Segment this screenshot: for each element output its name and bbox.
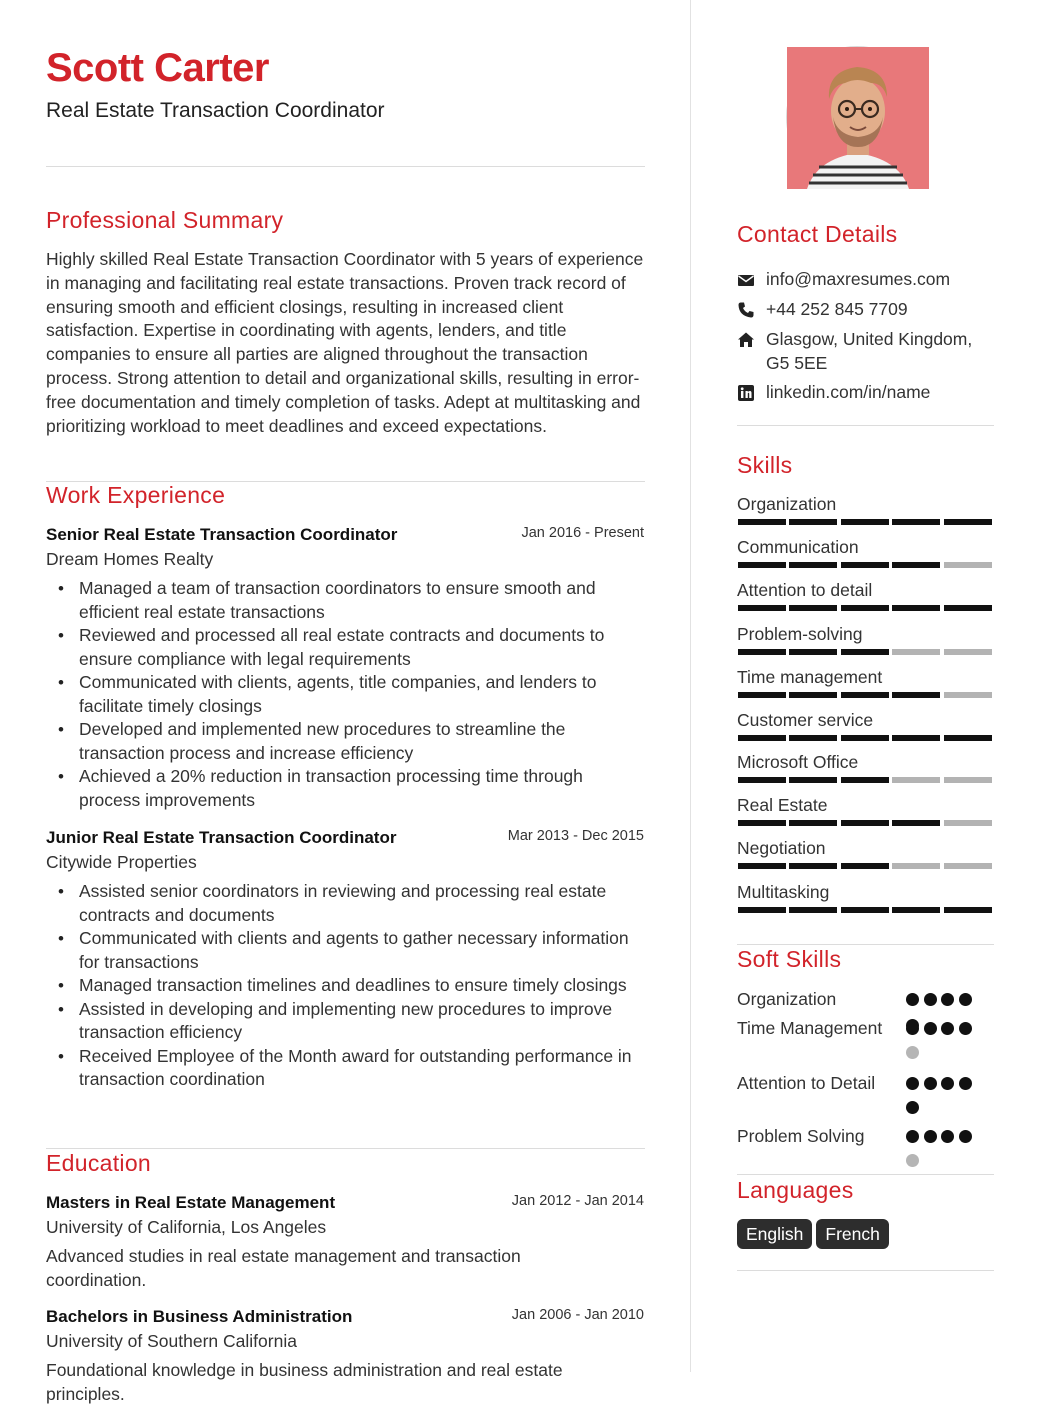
skill-rating-segment <box>789 605 837 611</box>
job-date: Jan 2016 - Present <box>521 525 644 541</box>
skill-rating-segment <box>738 562 786 568</box>
list-item: • Communicated with clients, agents, title companies, and lenders to facilitate timely closings <box>46 671 645 718</box>
header-divider <box>46 166 645 167</box>
skill-name: Customer service <box>737 710 874 730</box>
skill-rating-segment <box>892 820 940 826</box>
rating-dot <box>959 1022 972 1035</box>
job-title: Senior Real Estate Transaction Coordinator <box>46 525 398 544</box>
skill-rating-bar <box>738 820 993 826</box>
skill-name: Multitasking <box>737 882 830 902</box>
skill-row <box>737 537 994 559</box>
soft-skill-rating-dots <box>906 1077 986 1117</box>
soft-skill-name: Organization <box>737 989 837 1009</box>
job-title: Junior Real Estate Transaction Coordinator <box>46 828 397 847</box>
skill-rating-segment <box>892 777 940 783</box>
education-date: Jan 2006 - Jan 2010 <box>511 1307 644 1323</box>
skill-rating-segment <box>841 820 889 826</box>
list-item: • Received Employee of the Month award for outstanding performance in transaction coordination <box>46 1045 645 1092</box>
candidate-title: Real Estate Transaction Coordinator <box>46 99 385 122</box>
soft-skill-row <box>737 1072 994 1096</box>
skill-rating-segment <box>944 519 992 525</box>
skill-rating-bar <box>738 863 993 869</box>
rating-dot <box>906 1101 919 1114</box>
rating-dot <box>924 1077 937 1090</box>
skill-rating-bar <box>738 735 993 741</box>
skill-rating-segment <box>944 692 992 698</box>
education-description: Foundational knowledge in business administration and real estate principles. <box>46 1360 563 1404</box>
linkedin-text[interactable]: linkedin.com/in/name <box>766 382 931 402</box>
skill-rating-segment <box>789 820 837 826</box>
home-icon <box>737 331 755 349</box>
skill-name: Organization <box>737 494 837 514</box>
language-badge: English <box>737 1219 812 1249</box>
list-item: • Assisted senior coordinators in reviewing and processing real estate contracts and documents <box>46 880 645 927</box>
rating-dot <box>941 993 954 1006</box>
email-text: info@maxresumes.com <box>766 269 951 289</box>
job-bullets <box>46 577 645 812</box>
candidate-name: Scott Carter <box>46 46 269 90</box>
skill-rating-segment <box>944 735 992 741</box>
skill-name: Negotiation <box>737 838 826 858</box>
job-bullets <box>46 880 645 1092</box>
job-company: Citywide Properties <box>46 852 197 872</box>
sidebar <box>737 0 994 1372</box>
skill-rating-segment <box>738 863 786 869</box>
skill-rating-segment <box>944 907 992 913</box>
skill-row <box>737 838 994 860</box>
skill-rating-segment <box>892 692 940 698</box>
skill-rating-segment <box>944 649 992 655</box>
skill-rating-segment <box>841 605 889 611</box>
skill-rating-segment <box>738 820 786 826</box>
languages-heading: Languages <box>737 1177 854 1203</box>
degree-title: Bachelors in Business Administration <box>46 1307 353 1326</box>
rating-dot <box>906 993 919 1006</box>
skill-rating-segment <box>841 907 889 913</box>
skill-rating-segment <box>789 562 837 568</box>
skill-rating-segment <box>892 562 940 568</box>
skill-rating-segment <box>738 692 786 698</box>
rating-dot <box>941 1130 954 1143</box>
job-company: Dream Homes Realty <box>46 549 214 569</box>
skill-rating-segment <box>789 649 837 655</box>
skill-rating-segment <box>789 735 837 741</box>
soft-skills-heading: Soft Skills <box>737 946 842 972</box>
skill-name: Problem-solving <box>737 624 863 644</box>
skill-row <box>737 882 994 904</box>
soft-skill-name: Attention to Detail <box>737 1073 876 1093</box>
skill-name: Time management <box>737 667 883 687</box>
skill-rating-segment <box>789 907 837 913</box>
soft-skill-row <box>737 1017 994 1041</box>
skill-rating-segment <box>841 777 889 783</box>
skill-rating-bar <box>738 649 993 655</box>
skill-rating-segment <box>944 820 992 826</box>
summary-heading: Professional Summary <box>46 207 284 233</box>
skill-rating-bar <box>738 519 993 525</box>
contact-divider <box>737 425 994 426</box>
soft-skill-rating-dots <box>906 1130 986 1170</box>
skills-heading: Skills <box>737 452 793 478</box>
skill-rating-segment <box>789 863 837 869</box>
experience-divider <box>46 1148 645 1149</box>
skill-rating-bar <box>738 605 993 611</box>
skill-rating-segment <box>944 562 992 568</box>
soft-skill-name: Time Management <box>737 1018 883 1038</box>
column-divider <box>690 0 691 1372</box>
job-entry <box>46 525 645 812</box>
language-badge: French <box>816 1219 888 1249</box>
education-entry <box>46 1193 645 1293</box>
rating-dot <box>941 1077 954 1090</box>
skill-rating-segment <box>944 605 992 611</box>
avatar <box>786 46 928 188</box>
list-item: • Communicated with clients and agents to gather necessary information for transactions <box>46 927 645 974</box>
rating-dot <box>924 1130 937 1143</box>
education-heading: Education <box>46 1150 151 1176</box>
school-name: University of Southern California <box>46 1331 297 1351</box>
job-date: Mar 2013 - Dec 2015 <box>507 828 644 844</box>
skill-rating-segment <box>944 777 992 783</box>
skill-rating-segment <box>789 777 837 783</box>
skill-rating-bar <box>738 777 993 783</box>
rating-dot <box>959 1077 972 1090</box>
skill-name: Communication <box>737 537 859 557</box>
languages-divider <box>737 1270 994 1271</box>
envelope-icon <box>737 271 755 289</box>
list-item: • Managed transaction timelines and deadlines to ensure timely closings <box>46 974 645 998</box>
rating-dot <box>906 1154 919 1167</box>
skill-rating-segment <box>789 692 837 698</box>
skill-rating-segment <box>738 907 786 913</box>
skill-rating-bar <box>738 907 993 913</box>
list-item: • Assisted in developing and implementing new procedures to improve transaction efficiency <box>46 998 645 1045</box>
job-entry <box>46 828 645 1092</box>
skill-rating-bar <box>738 692 993 698</box>
education-date: Jan 2012 - Jan 2014 <box>511 1193 644 1209</box>
skill-row <box>737 710 994 732</box>
languages-list <box>737 1219 893 1249</box>
skill-name: Real Estate <box>737 795 828 815</box>
rating-dot <box>906 1046 919 1059</box>
skill-row <box>737 752 994 774</box>
school-name: University of California, Los Angeles <box>46 1217 327 1237</box>
skill-name: Attention to detail <box>737 580 873 600</box>
skill-name: Microsoft Office <box>737 752 859 772</box>
rating-dot <box>941 1022 954 1035</box>
rating-dot <box>906 1077 919 1090</box>
skills-divider <box>737 944 994 945</box>
main-column <box>46 0 645 1404</box>
contact-heading: Contact Details <box>737 221 898 247</box>
skill-rating-segment <box>892 519 940 525</box>
skill-rating-segment <box>738 649 786 655</box>
skill-rating-segment <box>841 735 889 741</box>
rating-dot <box>906 1019 919 1032</box>
contact-address <box>737 328 994 375</box>
skill-rating-segment <box>841 692 889 698</box>
skill-row <box>737 667 994 689</box>
experience-heading: Work Experience <box>46 482 226 508</box>
skill-rating-segment <box>738 519 786 525</box>
skill-rating-segment <box>841 519 889 525</box>
soft-skill-row <box>737 1125 994 1149</box>
soft-skill-row <box>737 988 994 1012</box>
soft-skills-divider <box>737 1174 994 1175</box>
skill-rating-segment <box>841 863 889 869</box>
list-item: • Managed a team of transaction coordinators to ensure smooth and efficient real estate transactions <box>46 577 645 624</box>
skill-rating-segment <box>841 562 889 568</box>
list-item: • Reviewed and processed all real estate contracts and documents to ensure compliance with legal requirements <box>46 624 645 671</box>
contact-linkedin[interactable] <box>737 381 994 405</box>
skill-rating-segment <box>892 863 940 869</box>
skill-rating-segment <box>841 649 889 655</box>
list-item: • Developed and implemented new procedures to streamline the transaction process and increase efficiency <box>46 718 645 765</box>
education-entry <box>46 1307 645 1407</box>
skill-rating-segment <box>944 863 992 869</box>
rating-dot <box>924 993 937 1006</box>
phone-text: +44 252 845 7709 <box>766 299 908 319</box>
rating-dot <box>959 993 972 1006</box>
skill-row <box>737 580 994 602</box>
skill-rating-segment <box>738 605 786 611</box>
skill-rating-segment <box>789 519 837 525</box>
contact-phone <box>737 298 994 322</box>
list-item: • Achieved a 20% reduction in transaction processing time through process improvements <box>46 765 645 812</box>
degree-title: Masters in Real Estate Management <box>46 1193 336 1212</box>
skill-rating-segment <box>892 907 940 913</box>
linkedin-icon <box>737 384 755 402</box>
skill-rating-segment <box>738 735 786 741</box>
skill-rating-segment <box>892 649 940 655</box>
soft-skill-name: Problem Solving <box>737 1126 865 1146</box>
soft-skill-rating-dots <box>906 1022 986 1062</box>
education-description: Advanced studies in real estate management and transaction coordination. <box>46 1246 521 1290</box>
contact-email <box>737 268 994 292</box>
skill-rating-segment <box>738 777 786 783</box>
skill-rating-segment <box>892 605 940 611</box>
skill-row <box>737 494 994 516</box>
skill-row <box>737 624 994 646</box>
rating-dot <box>906 1130 919 1143</box>
address-text: Glasgow, United Kingdom, G5 5EE <box>766 329 973 373</box>
rating-dot <box>924 1022 937 1035</box>
summary-text: Highly skilled Real Estate Transaction Coordinator with 5 years of experience in managing and facilitating real estate transactions. Proven track record of ensuring smooth and efficient closings, resulting in increased client satisfaction. Expertise in coordinating with agents, lenders, and title companies to ensure all parties are aligned throughout the transaction process. Strong attention to detail and organizational skills, resulting in error-free documentation and timely completion of tasks. Adept at multitasking and prioritizing workload to meet deadlines and exceed expectations. <box>46 249 644 436</box>
rating-dot <box>959 1130 972 1143</box>
skill-row <box>737 795 994 817</box>
skill-rating-bar <box>738 562 993 568</box>
phone-icon <box>737 301 755 319</box>
skill-rating-segment <box>892 735 940 741</box>
